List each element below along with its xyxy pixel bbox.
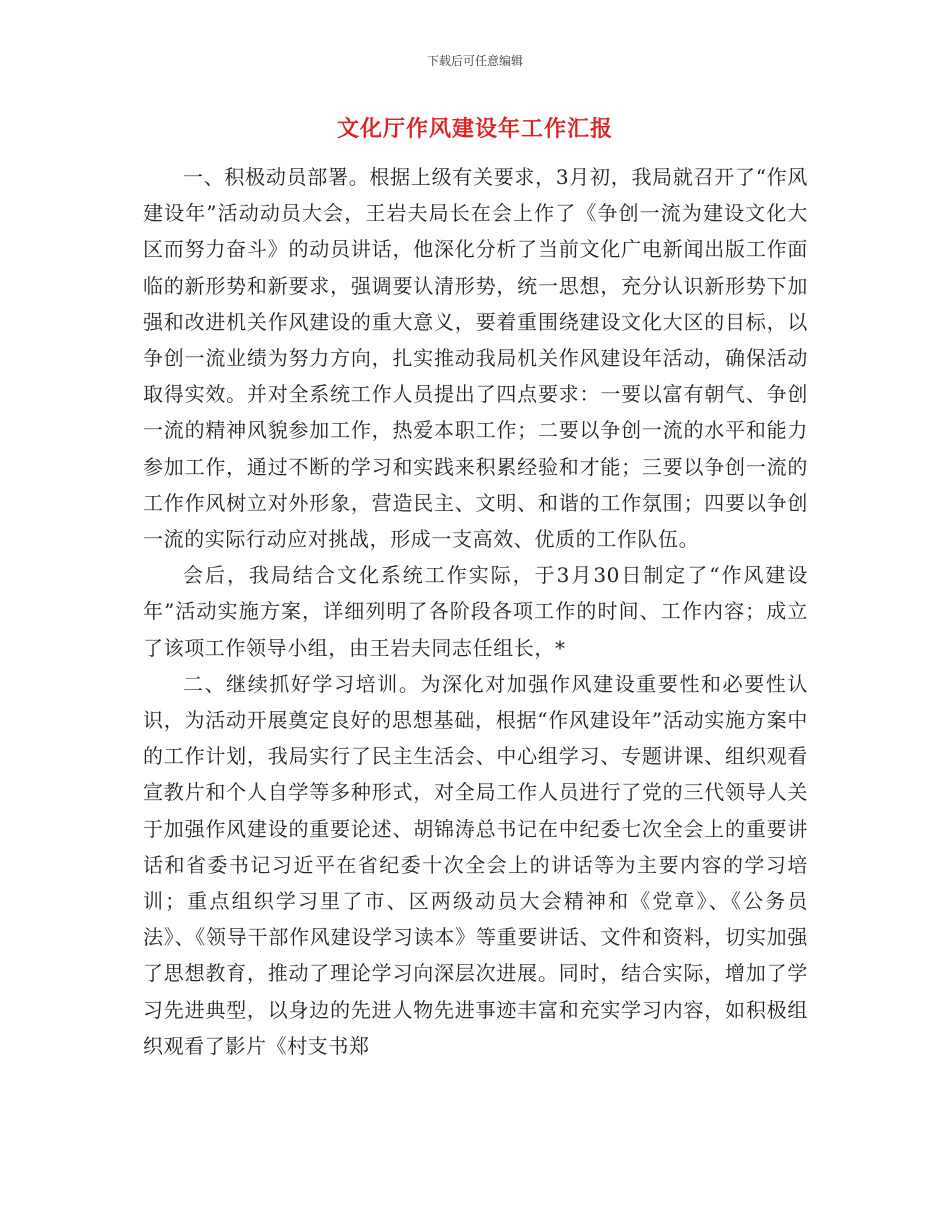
paragraph-3: 二、继续抓好学习培训。为深化对加强作风建设重要性和必要性认识，为活动开展奠定良好的思想基础，根据“作风建设年”活动实施方案中的工作计划，我局实行了民主生活会、中心组学习、专题讲课、组织观看宣教片和个人自学等多种形式，对全局工作人员进行了党的三代领导人关于加强作风建设的重要论述、胡锦涛总书记在中纪委七次全会上的重要讲话和省委书记习近平在省纪委十次全会上的讲话等为主要内容的学习培训；重点组织学习里了市、区两级动员大会精神和《党章》、《公务员法》、《领导干部作风建设学习读本》等重要讲话、文件和资料，切实加强了思想教育，推动了理论学习向深层次进展。同时，结合实际，增加了学习先进典型，以身边的先进人物先进事迹丰富和充实学习内容，如积极组织观看了影片《村支书郑 <box>143 671 808 1058</box>
document-title: 文化厅作风建设年工作汇报 <box>336 117 613 142</box>
page-header-note: 下载后可任意编辑 <box>426 54 523 68</box>
paragraph-2: 会后，我局结合文化系统工作实际，于3月30日制定了“作风建设年”活动实施方案，详细列明了各阶段各项工作的时间、工作内容；成立了该项工作领导小组，由王岩夫同志任组长，* <box>143 563 808 660</box>
paragraph-1: 一、积极动员部署。根据上级有关要求，3月初，我局就召开了“作风建设年”活动动员大会，王岩夫局长在会上作了《争创一流为建设文化大区而努力奋斗》的动员讲话，他深化分析了当前文化广电新闻出版工作面临的新形势和新要求，强调要认清形势，统一思想，充分认识新形势下加强和改进机关作风建设的重大意义，要着重围绕建设文化大区的目标，以争创一流业绩为努力方向，扎实推动我局机关作风建设年活动，确保活动取得实效。并对全系统工作人员提出了四点要求：一要以富有朝气、争创一流的精神风貌参加工作，热爱本职工作；二要以争创一流的水平和能力参加工作，通过不断的学习和实践来积累经验和才能；三要以争创一流的工作作风树立对外形象，营造民主、文明、和谐的工作氛围；四要以争创一流的实际行动应对挑战，形成一支高效、优质的工作队伍。 <box>143 165 808 552</box>
document-body <box>143 159 808 1064</box>
